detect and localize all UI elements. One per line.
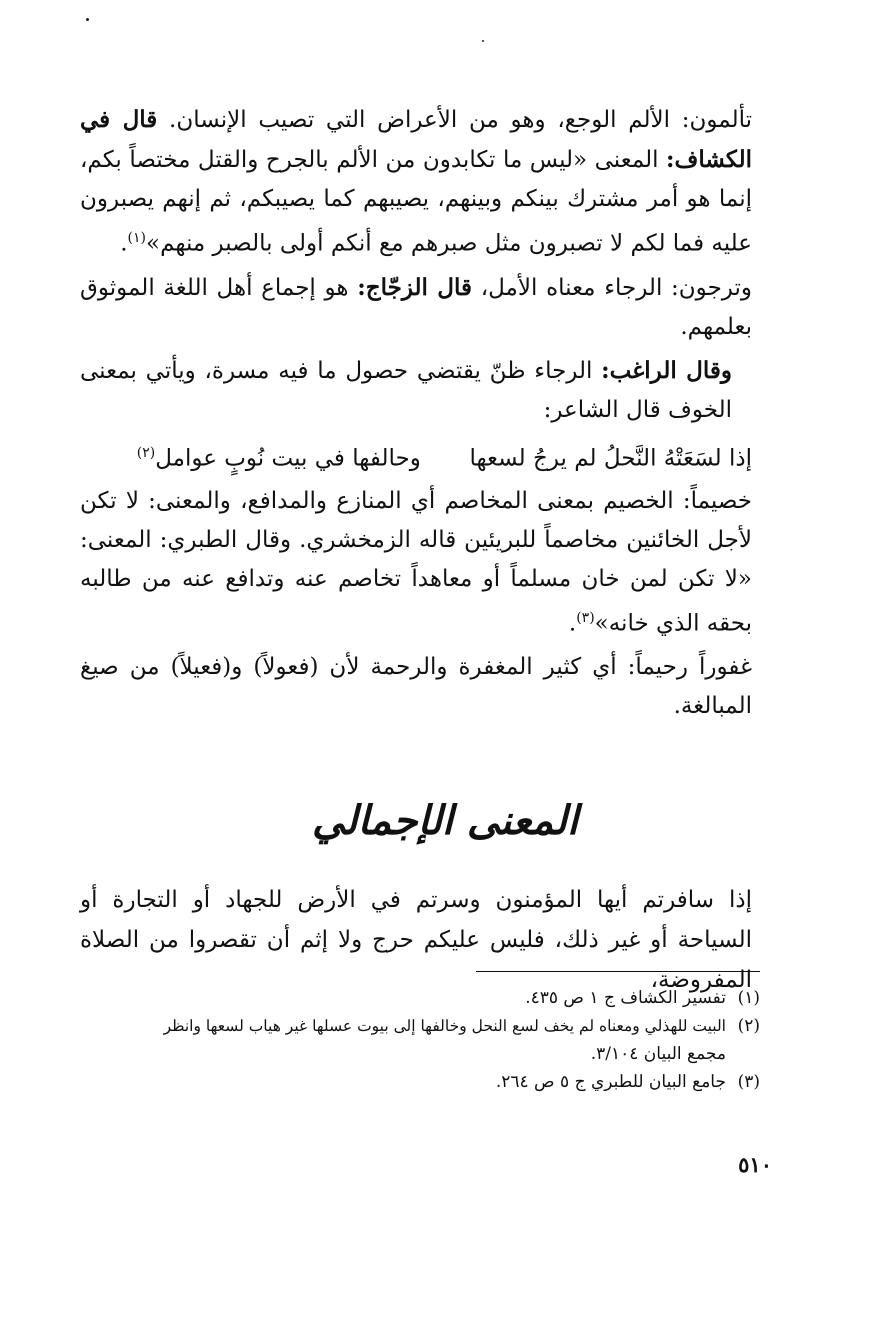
footnote-2 [80,1012,760,1040]
entry-term: تألمون: [681,107,752,133]
glossary-entry-khasiman [80,482,752,644]
entry-term: غفوراً رحيماً: [627,653,752,680]
poem-hemistich-1: إذا لسَعَتْهُ النَّحلُ لم يرجُ لسعها [469,445,752,472]
entry-text: أي كثير المغفرة والرحمة لأن (فعولاً) و(فعيلاً) من صيغ المبالغة. [80,653,752,719]
entry-term: خصيماً: [682,488,752,515]
entry-term: وترجون: [671,274,752,301]
raghib-paragraph [80,351,752,430]
footnote-ref: (٣) [576,610,595,627]
entry-text: الألم الوجع، وهو من الأعراض التي تصيب الإنسان. [157,107,682,133]
footnote-3 [80,1068,760,1096]
footnote-divider [476,971,760,972]
scan-speck [86,18,89,21]
entry-quote: المعنى «ليس ما تكابدون من الألم بالجرح والقتل مختصاً بكم، إنما هو أمر مشترك بينكم وبينهم، يصيبهم كما يصيبكم، ثم إنهم يصبرون عليه فما لكم لا تصبرون مثل صبرهم مع أنكم أولى بالصبر منهم» [80,147,752,257]
glossary-entry-talamun [80,100,752,264]
footnote-ref: (٢) [136,444,156,461]
entry-text: الرجاء معناه الأمل، [472,274,672,301]
summary-paragraph: إذا سافرتم أيها المؤمنون وسرتم في الأرض للجهاد أو التجارة أو السياحة أو غير ذلك، فليس عليكم حرج ولا إثم أن تقصروا من الصلاة المفروضة، [80,887,752,993]
entry-citation: قال الزجّاج: [357,273,473,301]
poem-line [80,434,752,479]
glossary-entry-tarjun [80,268,752,347]
footnote-number: (٢) [737,1016,760,1036]
poem-hemistich-2: وحالفها في بيت نُوبٍ عوامل [155,445,421,472]
page-number: ٥١٠ [738,1152,772,1177]
glossary-entry-ghafur [80,648,752,726]
footnotes [80,984,760,1096]
footnote-2-continuation: مجمع البيان ٣/١٠٤. [590,1044,726,1064]
entry-text: الخصيم بمعنى المخاصم أي المنازع والمدافع، والمعنى: لا تكن لأجل الخائنين مخاصماً للبريئين قاله الزمخشري. وقال الطبري: المعنى: «لا تكن لمن خان مسلماً أو معاهداً تخاصم عنه وتدافع عنه من طالبه بحقه الذي خانه» [80,488,752,637]
glossary-section [80,100,752,730]
footnote-text: جامع البيان للطبري ج ٥ ص ٢٦٤. [495,1072,726,1092]
footnote-ref: (١) [127,230,146,246]
footnote-1 [80,984,760,1012]
entry-quote: هو إجماع أهل اللغة الموثوق بعلمهم. [80,274,752,340]
section-heading: المعنى الإجمالي [311,797,579,844]
entry-citation: قال في الكشاف: [80,106,752,173]
raghib-text: الرجاء ظنّ يقتضي حصول ما فيه مسرة، ويأتي بمعنى الخوف قال الشاعر: [80,357,732,423]
raghib-citation: وقال الراغب: [601,356,732,384]
scan-speck [482,40,484,42]
footnote-text: البيت للهذلي ومعناه لم يخف لسع النحل وخالفها إلى بيوت عسلها غير هياب لسعها وانظر [163,1017,726,1035]
footnote-text: تفسير الكشاف ج ١ ص ٤٣٥. [525,988,726,1008]
footnote-number: (١) [737,988,760,1008]
footnote-number: (٣) [737,1072,760,1092]
entry-end: . [568,610,577,637]
entry-end: . [120,230,128,257]
